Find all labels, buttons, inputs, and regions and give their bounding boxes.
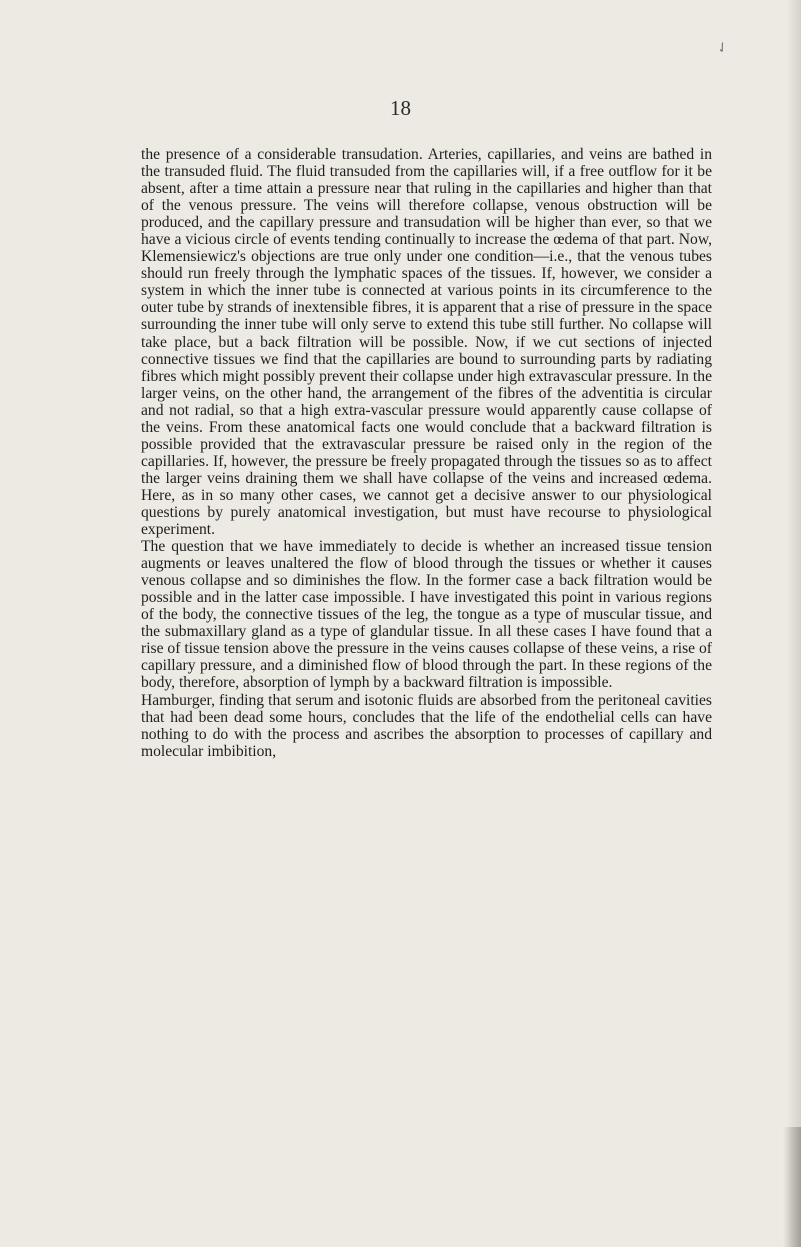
paragraph: the presence of a considerable transudation. Arteries, capillaries, and veins are bathed in the transuded fluid. The fluid transuded from the capillaries will, if a free outflow for it be absent, after a time attain a pressure near that ruling in the capillaries and higher than that of the venous pressure. The veins will therefore collapse, venous obstruction will be produced, and the capillary pressure and transudation will be higher than ever, so that we have a vicious circle of events tending continually to increase the œdema of that part. Now, Klemensiewicz's objections are true only under one condition—i.e., that the venous tubes should run freely through the lymphatic spaces of the tissues. If, however, we consider a system in which the inner tube is connected at various points in its circumference to the outer tube by strands of inextensible fibres, it is apparent that a rise of pressure in the space surrounding the inner tube will only serve to extend this tube still further. No collapse will take place, but a back filtration will be possible. Now, if we cut sections of injected connective tissues we find that the capillaries are bound to surrounding parts by radiating fibres which might possibly prevent their collapse under high extravascular pressure. In the larger veins, on the other hand, the arrangement of the fibres of the adventitia is circular and not radial, so that a high extra-vascular pressure would apparently cause collapse of the veins. From these anatomical facts one would conclude that a backward filtration is possible provided that the extravascular pressure be raised only in the region of the capillaries. If, however, the pressure be freely propagated through the tissues so as to affect the larger veins draining them we shall have collapse of the veins and increased œdema. Here, as in so many other cases, we cannot get a decisive answer to our physiological questions by purely anatomical investigation, but must have recourse to physiological experiment. — [141, 146, 712, 539]
paragraph: The question that we have immediately to decide is whether an increased tissue tension augments or leaves unaltered the flow of blood through the tissues or whether it causes venous collapse and so diminishes the flow. In the former case a back filtration would be possible and in the latter case impossible. I have investigated this point in various regions of the body, the connective tissues of the leg, the tongue as a type of muscular tissue, and the submaxillary gland as a type of glandular tissue. In all these cases I have found that a rise of tissue tension above the pressure in the veins causes collapse of these veins, a rise of capillary pressure, and a diminished flow of blood through the part. In these regions of the body, therefore, absorption of lymph by a backward filtration is impossible. — [141, 538, 712, 692]
page-edge-shadow — [787, 0, 801, 1247]
page-number: 18 — [390, 96, 411, 120]
paragraph: Hamburger, finding that serum and isotonic fluids are absorbed from the peritoneal cavities that had been dead some hours, concludes that the life of the endothelial cells can have nothing to do with the process and ascribes the absorption to processes of capillary and molecular imbibition, — [141, 691, 712, 760]
page-corner-shadow — [783, 1127, 801, 1247]
body-text — [141, 146, 712, 760]
corner-pencil-mark: ✓ — [713, 38, 733, 58]
